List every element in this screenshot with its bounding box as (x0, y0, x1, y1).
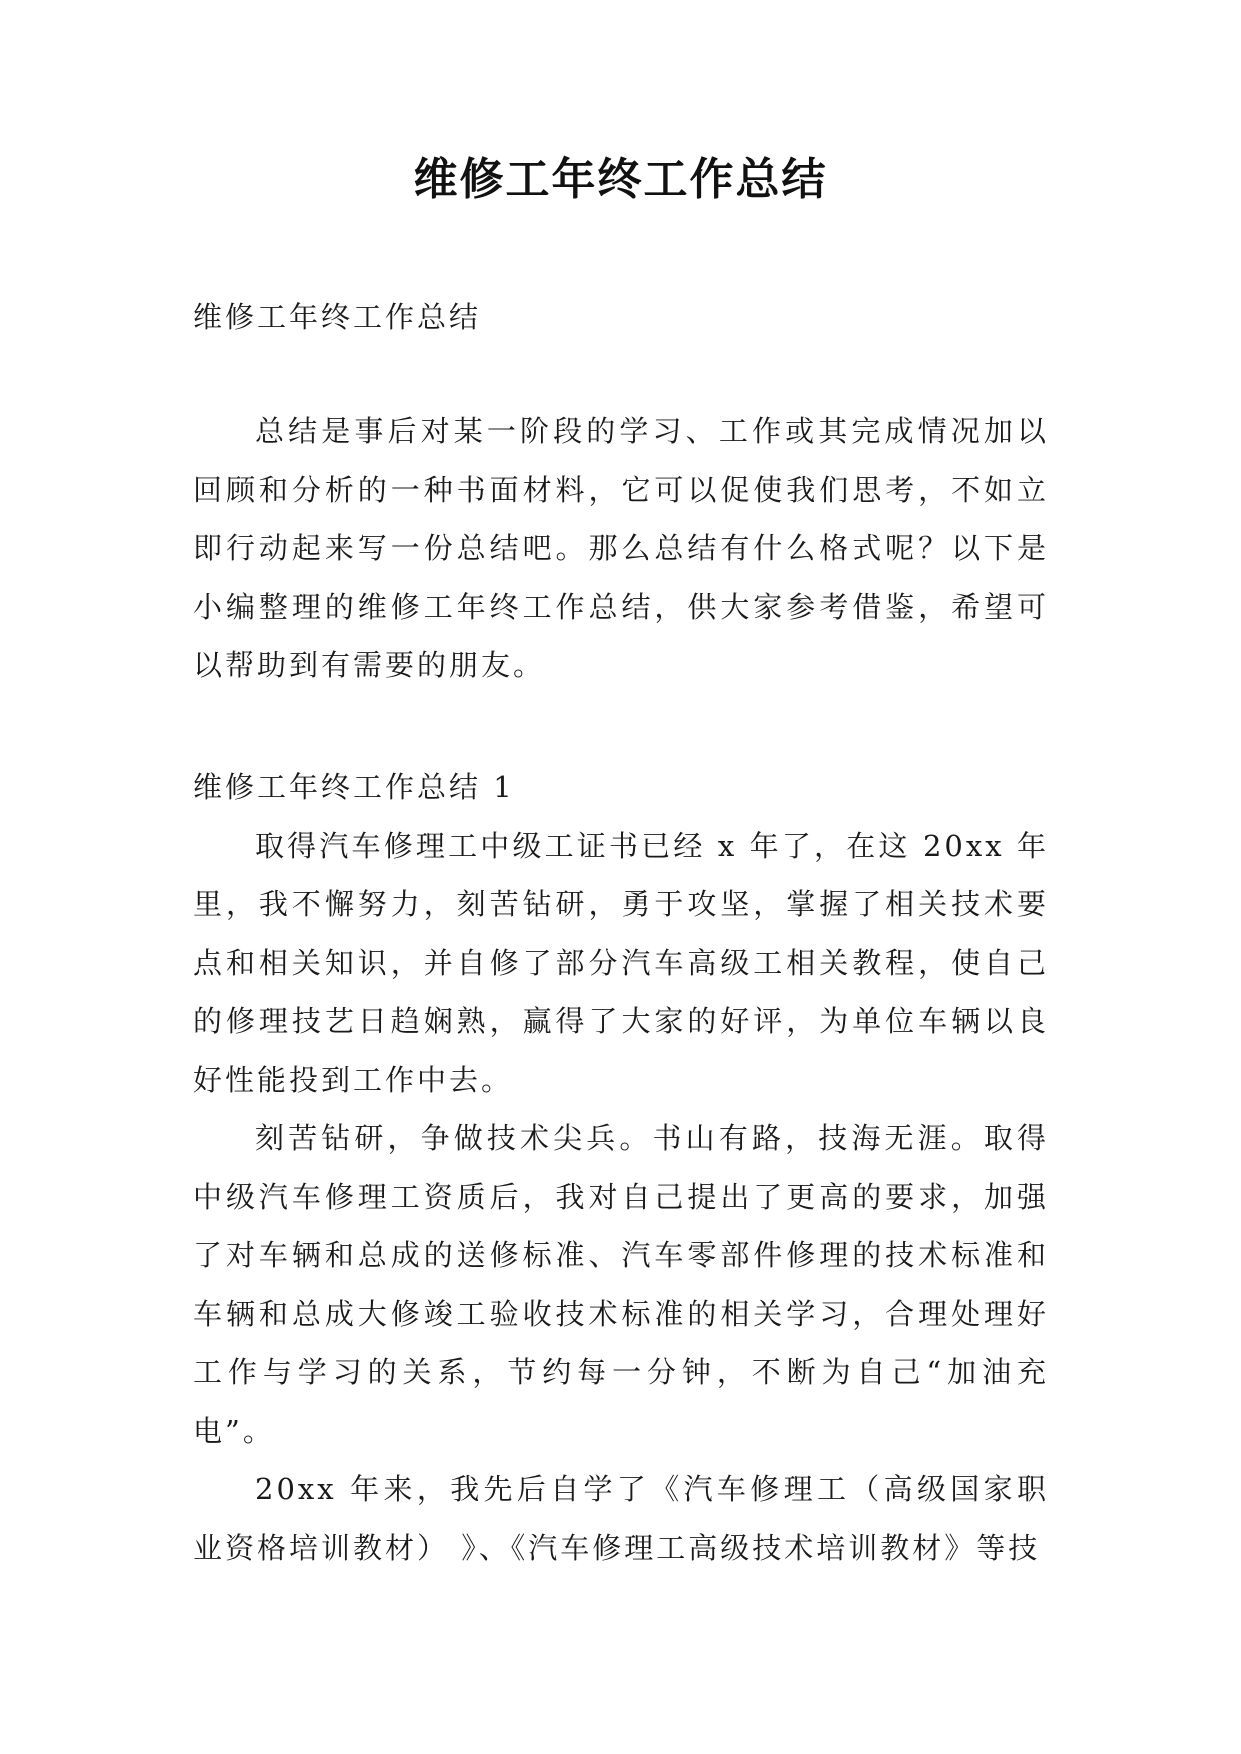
section-1-paragraph-3: 20xx 年来，我先后自学了《汽车修理工（高级国家职业资格培训教材） 》、《汽车修理工高级技术培训教材》等技 (193, 1472, 1049, 1565)
section-1 (193, 758, 1049, 1577)
intro-paragraph: 总结是事后对某一阶段的学习、工作或其完成情况加以回顾和分析的一种书面材料，它可以促使我们思考，不如立即行动起来写一份总结吧。那么总结有什么格式呢？以下是小编整理的维修工年终工作总结，供大家参考借鉴，希望可以帮助到有需要的朋友。 (193, 414, 1049, 682)
document-title: 维修工年终工作总结 (413, 154, 828, 205)
section-1-paragraph-2: 刻苦钻研，争做技术尖兵。书山有路，技海无涯。取得中级汽车修理工资质后，我对自己提出了更高的要求，加强了对车辆和总成的送修标准、汽车零部件修理的技术标准和车辆和总成大修竣工验收技术标准的相关学习，合理处理好工作与学习的关系，节约每一分钟，不断为自己“加油充电”。 (193, 1121, 1049, 1448)
section-1-paragraph-1: 取得汽车修理工中级工证书已经 x 年了，在这 20xx 年里，我不懈努力，刻苦钻研，勇于攻坚，掌握了相关技术要点和相关知识，并自修了部分汽车高级工相关教程，使自己的修理技艺日趋娴熟，赢得了大家的好评，为单位车辆以良好性能投到工作中去。 (193, 828, 1049, 1097)
section-1-heading: 维修工年终工作总结 1 (193, 770, 515, 804)
intro-block (193, 402, 1049, 695)
document-subtitle: 维修工年终工作总结 (193, 300, 482, 334)
